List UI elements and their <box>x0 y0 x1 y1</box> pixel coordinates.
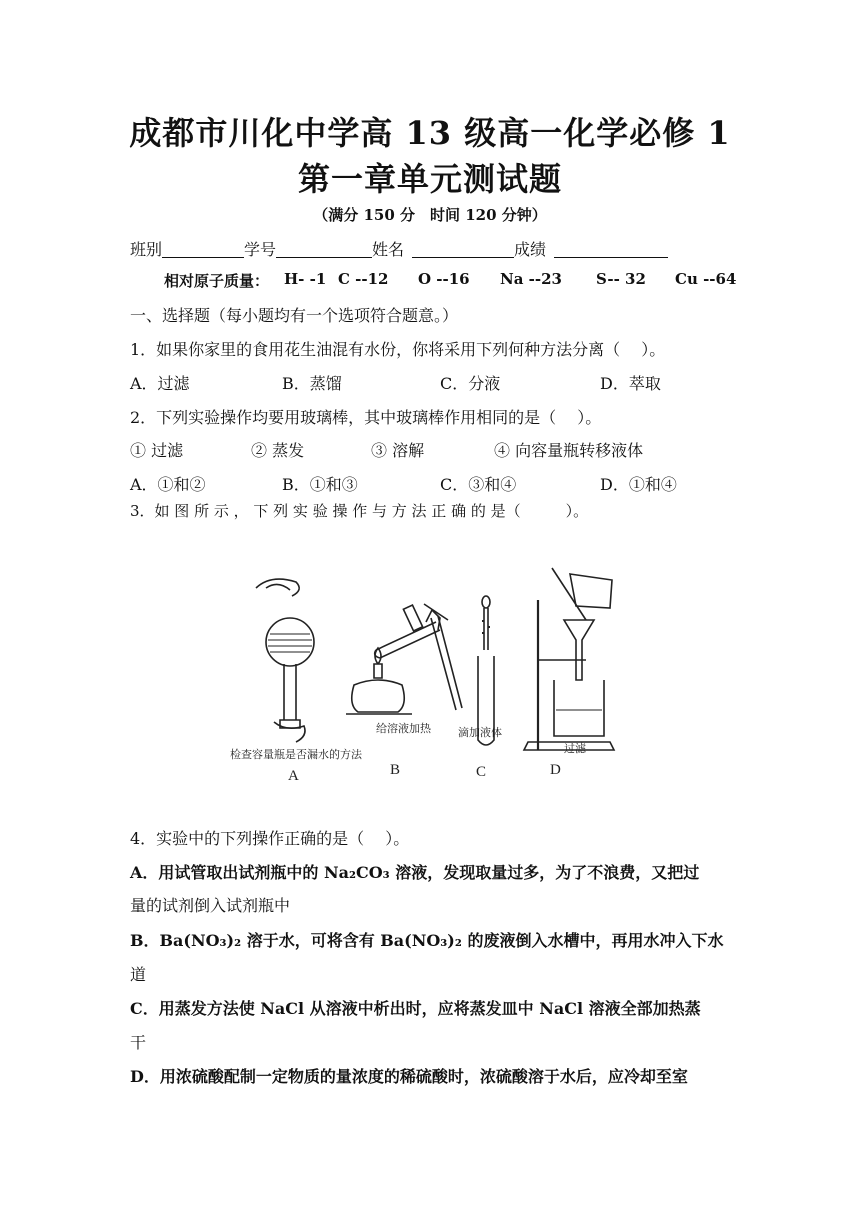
q1-option-a: A．过滤 <box>130 374 190 393</box>
q2-item-3: ③ 溶解 <box>371 441 425 460</box>
q4-option-b-text1: B．Ba(NO₃)₂ 溶于水，可将含有 Ba(NO₃)₂ 的废液倒入水槽中，再用水冲入下水 <box>130 931 724 950</box>
class-label: 班别 <box>130 240 163 259</box>
q4-option-a-line1 <box>130 860 699 883</box>
atomic-mass-row <box>164 270 269 291</box>
label-a: A <box>288 768 299 784</box>
q4-option-d-text1: D．用浓硫酸配制一定物质的量浓度的稀硫酸时，浓硫酸溶于水后，应冷却至室 <box>130 1067 688 1086</box>
question-1-stem: 1．如果你家里的食用花生油混有水份，你将采用下列何种方法分离（ ）。 <box>130 340 666 359</box>
q2-option-a: A．①和② <box>130 475 206 494</box>
id-label: 学号 <box>244 240 277 259</box>
q2-option-c: C．③和④ <box>440 475 517 494</box>
q1-option-b: B．蒸馏 <box>282 374 342 393</box>
name-blank <box>412 241 514 258</box>
caption-b: 给溶液加热 <box>376 722 431 735</box>
student-info-row <box>130 237 668 260</box>
mass-h: H- -1 <box>284 270 327 288</box>
q2-option-b: B．①和③ <box>282 475 358 494</box>
q1-option-c: C．分液 <box>440 374 501 393</box>
page-title: 成都市川化中学高 13 级高一化学必修 1 <box>129 114 731 152</box>
q4-option-a-line2: 量的试剂倒入试剂瓶中 <box>130 896 291 915</box>
q2-option-d: D．①和④ <box>600 475 677 494</box>
label-d: D <box>550 762 561 778</box>
id-blank <box>276 241 372 258</box>
q2-item-1: ① 过滤 <box>130 441 184 460</box>
mass-cu: Cu --64 <box>675 270 737 288</box>
q4-option-a-text1: A．用试管取出试剂瓶中的 Na₂CO₃ 溶液，发现取量过多，为了不浪费，又把过 <box>130 863 700 882</box>
question-3-stem: 3．如 图 所 示 ， 下 列 实 验 操 作 与 方 法 正 确 的 是（ ）。 <box>130 502 589 520</box>
exam-info: （满分 150 分 时间 120 分钟） <box>313 206 547 224</box>
caption-a: 检查容量瓶是否漏水的方法 <box>230 748 362 761</box>
figure-b-heating <box>346 604 462 714</box>
q4-option-b-line1 <box>130 928 723 951</box>
q4-option-c-text1: C．用蒸发方法使 NaCl 从溶液中析出时，应将蒸发皿中 NaCl 溶液全部加热蒸 <box>130 999 701 1018</box>
q4-option-b-line2: 道 <box>130 965 147 984</box>
question-2-stem: 2．下列实验操作均要用玻璃棒，其中玻璃棒作用相同的是（ ）。 <box>130 408 602 427</box>
caption-c: 滴加液体 <box>458 726 502 739</box>
question-4-stem: 4．实验中的下列操作正确的是（ ）。 <box>130 829 410 848</box>
caption-d: 过滤 <box>564 742 586 755</box>
section-heading: 一、选择题（每小题均有一个选项符合题意。） <box>130 306 459 325</box>
q2-item-2: ② 蒸发 <box>251 441 305 460</box>
mass-s: S-- 32 <box>596 270 646 288</box>
mass-o: O --16 <box>418 270 470 288</box>
q4-option-c-line2: 干 <box>130 1033 147 1052</box>
q2-item-4: ④ 向容量瓶转移液体 <box>494 441 644 460</box>
label-c: C <box>476 764 487 780</box>
atomic-mass-label: 相对原子质量： <box>164 272 270 290</box>
lab-operations-figure <box>226 560 626 790</box>
score-label: 成绩 <box>514 240 547 259</box>
score-blank <box>554 241 668 258</box>
figure-d-filtration <box>524 568 614 750</box>
q4-option-d-line1 <box>130 1064 688 1087</box>
page-subtitle: 第一章单元测试题 <box>297 160 562 198</box>
name-label: 姓名 <box>372 240 405 259</box>
mass-na: Na --23 <box>500 270 562 288</box>
figure-c-dropping <box>478 596 494 745</box>
figure-a-flask <box>256 579 314 742</box>
label-b: B <box>390 762 401 778</box>
q1-option-d: D．萃取 <box>600 374 661 393</box>
mass-c: C --12 <box>338 270 389 288</box>
q4-option-c-line1 <box>130 996 701 1019</box>
class-blank <box>162 241 244 258</box>
